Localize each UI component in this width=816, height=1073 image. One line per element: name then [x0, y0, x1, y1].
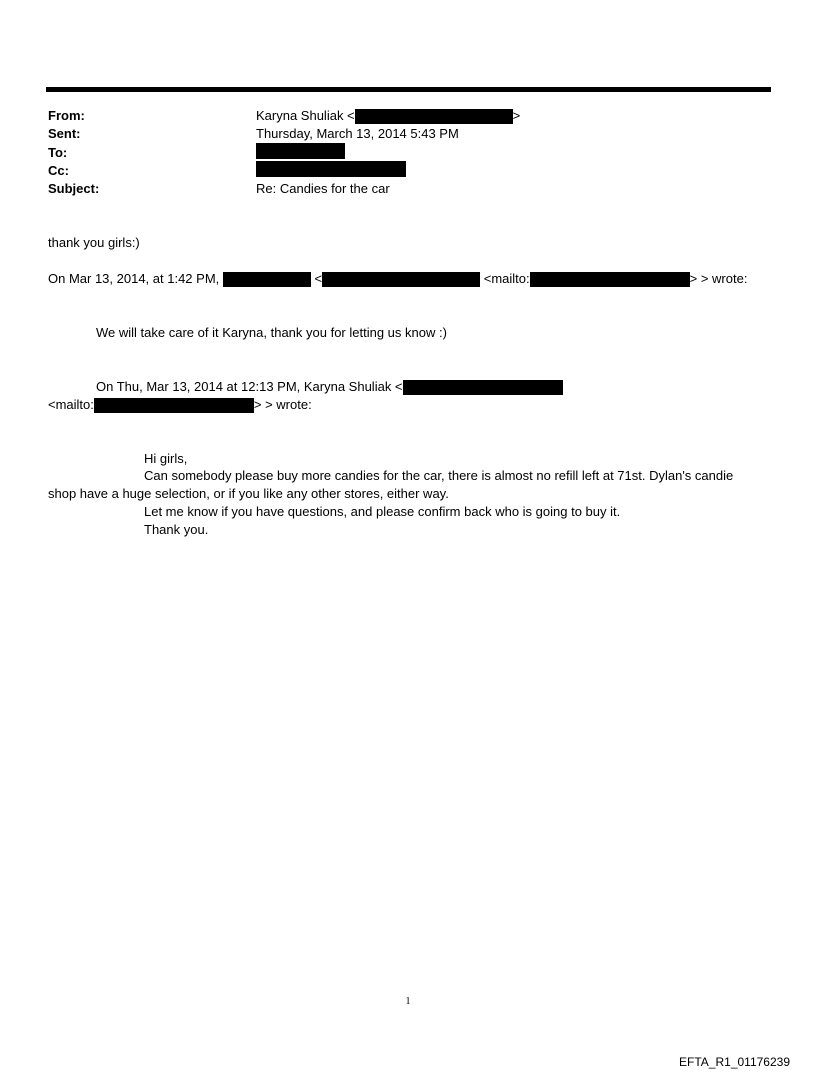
quote1-mailto: <mailto: [483, 271, 530, 286]
quote2-prefix: On Thu, Mar 13, 2014 at 12:13 PM, Karyna Shuliak < [96, 379, 403, 394]
orig-greeting: Hi girls, [144, 451, 188, 466]
page-number: 1 [405, 996, 411, 1007]
redacted-to [256, 143, 345, 159]
quote2-header [96, 378, 563, 396]
orig-line-3: Let me know if you have questions, and please confirm back who is going to buy it. [144, 504, 621, 519]
redacted-quote1-sender [223, 272, 311, 287]
bates-number: EFTA_R1_01176239 [679, 1055, 790, 1069]
quote1-lt: < [314, 271, 323, 286]
from-value [256, 107, 520, 125]
from-name: Karyna Shuliak < [256, 108, 355, 123]
redacted-quote1-email [322, 272, 480, 287]
redacted-quote2-email [403, 380, 563, 395]
reply-text: thank you girls:) [48, 235, 140, 250]
redacted-cc [256, 161, 406, 177]
redacted-quote2-mailto [94, 398, 254, 413]
redacted-quote1-mailto [530, 272, 690, 287]
header-rule [46, 87, 771, 92]
quote2-wrote: > > wrote: [253, 397, 312, 412]
subject-label: Subject: [48, 181, 100, 196]
sent-value: Thursday, March 13, 2014 5:43 PM [256, 126, 459, 141]
sent-label: Sent: [48, 126, 81, 141]
quote1-text: We will take care of it Karyna, thank you for letting us know :) [96, 325, 447, 340]
to-label: To: [48, 145, 68, 160]
subject-value: Re: Candies for the car [256, 181, 390, 196]
orig-line-4: Thank you. [144, 522, 209, 537]
quote1-wrote: > > wrote: [689, 271, 748, 286]
orig-line-1: Can somebody please buy more candies for the car, there is almost no refill left at 71st. Dylan's candie [144, 468, 734, 483]
quote1-prefix: On Mar 13, 2014, at 1:42 PM, [48, 271, 220, 286]
quote2-header-cont [48, 396, 312, 414]
quote1-header [48, 270, 747, 288]
from-label: From: [48, 108, 85, 123]
redacted-from-email [355, 109, 513, 124]
orig-line-2: shop have a huge selection, or if you like any other stores, either way. [48, 486, 449, 501]
from-suffix: > [512, 108, 521, 123]
quote2-mailto: <mailto: [48, 397, 94, 412]
cc-label: Cc: [48, 163, 69, 178]
